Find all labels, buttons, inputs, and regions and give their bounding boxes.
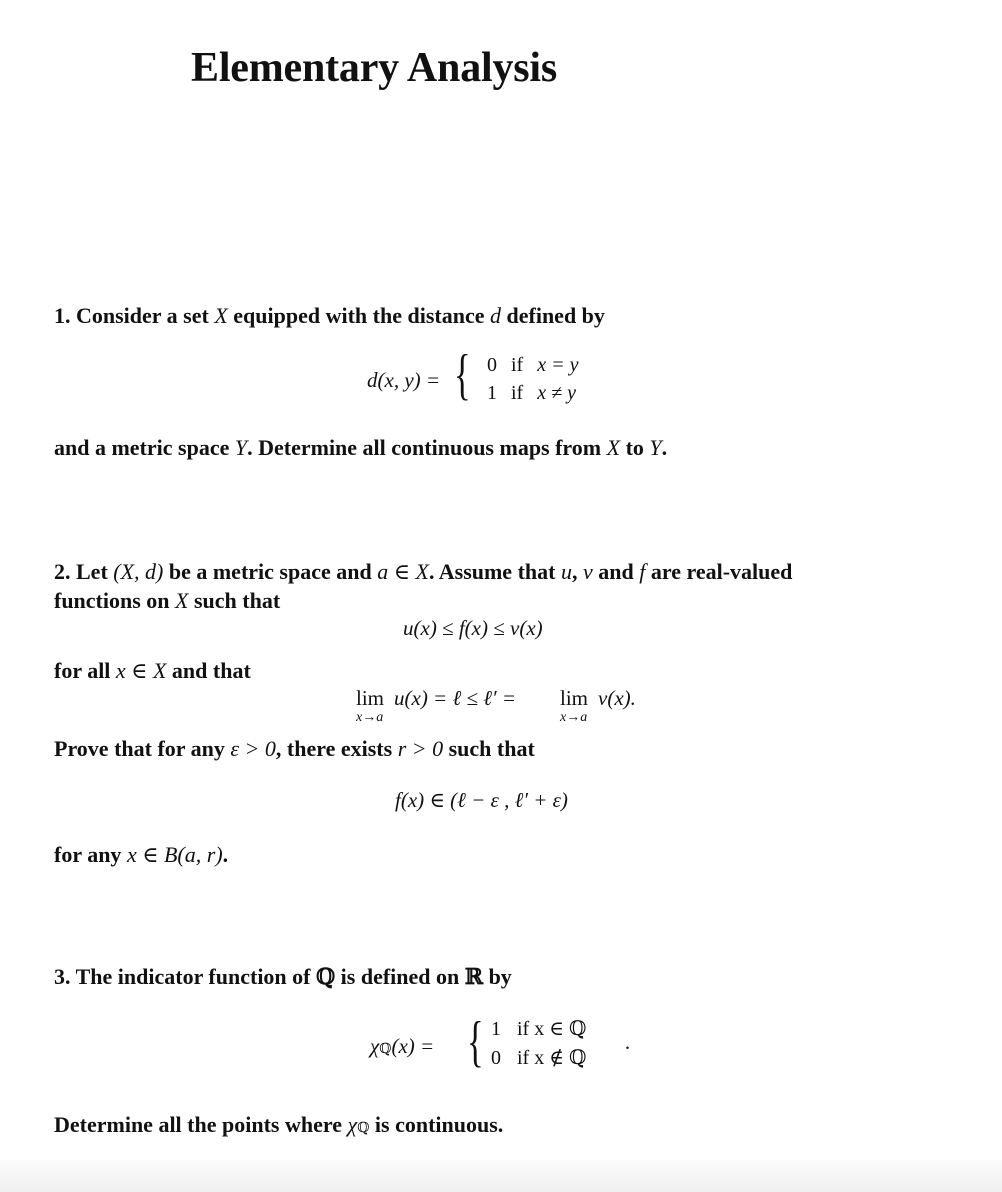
- problem-1-case-1: 0 if x = y: [487, 354, 579, 376]
- problem-3-statement: 3. The indicator function of ℚ is defined on ℝ by: [54, 964, 512, 990]
- problem-3-number: 3.: [54, 964, 71, 989]
- problem-2-statement-line-2: functions on X such that: [54, 588, 281, 613]
- problem-3-trailing-dot: ·: [624, 1036, 631, 1060]
- problem-2-limit-expression-2: v(x).: [598, 686, 636, 710]
- problem-1-statement: 1. Consider a set X equipped with the distance d defined by: [54, 303, 605, 328]
- page-bottom-edge: [0, 1160, 1002, 1192]
- problem-2-limit-1-subscript: x→a: [356, 710, 384, 725]
- problem-2-statement: 2. Let (X, d) be a metric space and a ∈ X. Assume that u, v and f are real-valued: [54, 559, 793, 584]
- problem-2-ball: for any x ∈ B(a, r).: [54, 842, 229, 867]
- problem-2-number: 2.: [54, 559, 71, 584]
- problem-2-interval: f(x) ∈ (ℓ − ε , ℓ′ + ε): [395, 788, 568, 812]
- problem-3-indicator-lhs: χℚ(x) =: [370, 1034, 435, 1058]
- problem-1-number: 1.: [54, 303, 71, 328]
- problem-1-metric-lhs: d(x, y) =: [367, 368, 441, 392]
- problem-3-case-1: 1 if x ∈ ℚ: [491, 1018, 587, 1040]
- problem-2-prove: Prove that for any ε > 0, there exists r > 0 such that: [54, 736, 535, 761]
- problem-3-brace: {: [467, 1011, 484, 1073]
- problem-1-question: and a metric space Y. Determine all continuous maps from X to Y.: [54, 435, 668, 460]
- problem-2-limit-2-subscript: x→a: [560, 710, 588, 725]
- problem-3-question: Determine all the points where χℚ is continuous.: [54, 1112, 504, 1137]
- problem-1-case-2: 1 if x ≠ y: [487, 382, 576, 404]
- problem-2-limit-2: lim: [560, 686, 589, 710]
- document-title: Elementary Analysis: [191, 45, 558, 91]
- problem-1-brace: {: [454, 344, 471, 406]
- problem-3-case-2: 0 if x ∉ ℚ: [491, 1047, 587, 1069]
- problem-2-condition: for all x ∈ X and that: [54, 658, 251, 683]
- problem-2-limit-expression: u(x) = ℓ ≤ ℓ′ =: [394, 686, 517, 710]
- problem-2-inequality: u(x) ≤ f(x) ≤ v(x): [403, 616, 543, 640]
- problem-2-limit-1: lim: [356, 686, 385, 710]
